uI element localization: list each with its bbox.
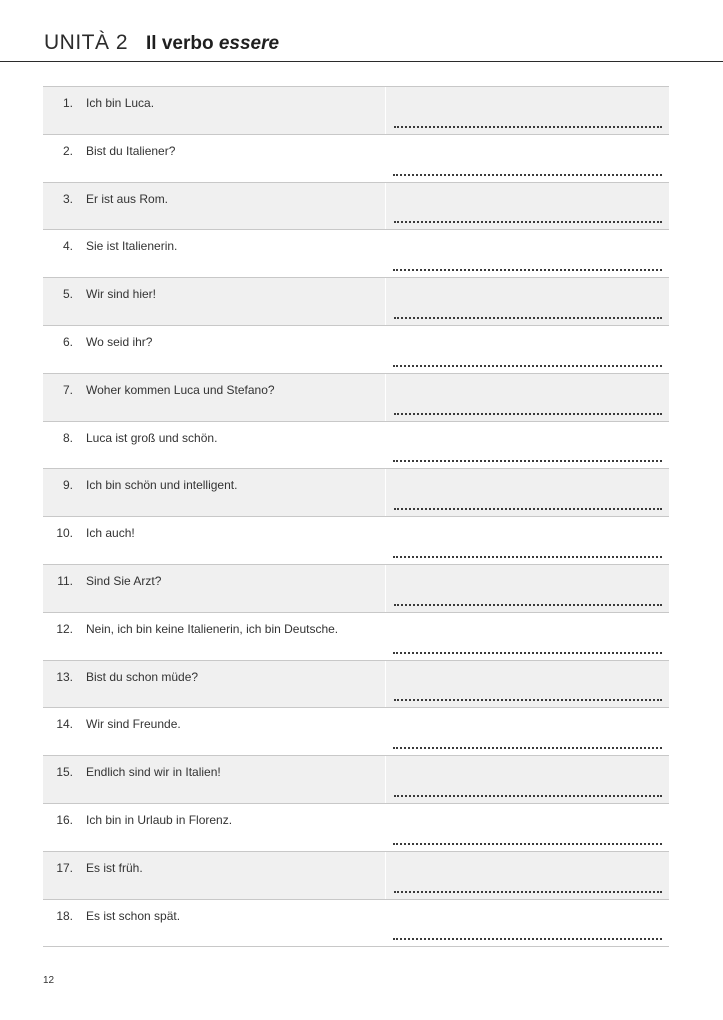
title-italic: essere bbox=[218, 33, 280, 54]
exercise-number: 5. bbox=[62, 287, 73, 302]
answer-field[interactable] bbox=[385, 756, 669, 803]
exercise-sentence: Sind Sie Arzt? bbox=[86, 573, 162, 588]
exercise-sentence: Er ist aus Rom. bbox=[86, 191, 169, 206]
answer-dotted-line bbox=[394, 317, 662, 319]
answer-dotted-line bbox=[393, 460, 662, 462]
answer-field[interactable] bbox=[385, 87, 669, 134]
exercise-number: 8. bbox=[62, 430, 73, 445]
answer-dotted-line bbox=[393, 174, 662, 176]
exercise-row bbox=[43, 708, 669, 756]
exercise-sentence: Ich auch! bbox=[86, 526, 135, 541]
exercise-number: 18. bbox=[56, 908, 73, 923]
answer-field[interactable] bbox=[385, 374, 669, 421]
exercise-row bbox=[43, 278, 669, 326]
exercise-number: 11. bbox=[57, 573, 73, 588]
title-plain: Il verbo bbox=[146, 33, 219, 54]
exercise-row bbox=[43, 661, 669, 709]
exercise-number: 1. bbox=[62, 96, 73, 110]
answer-field[interactable] bbox=[385, 230, 669, 277]
answer-field[interactable] bbox=[385, 469, 669, 516]
exercise-number: 9. bbox=[62, 478, 73, 493]
exercise-number: 15. bbox=[56, 765, 73, 780]
exercise-sentence: Luca ist groß und schön. bbox=[86, 430, 218, 445]
exercise-row bbox=[43, 852, 669, 900]
exercise-sentence: Ich bin schön und intelligent. bbox=[86, 478, 238, 493]
exercise-sentence: Wir sind Freunde. bbox=[86, 717, 181, 732]
answer-dotted-line bbox=[394, 891, 662, 893]
exercise-row bbox=[43, 422, 669, 470]
answer-dotted-line bbox=[394, 413, 662, 415]
answer-dotted-line bbox=[394, 126, 662, 128]
exercise-row bbox=[43, 756, 669, 804]
answer-field[interactable] bbox=[385, 804, 669, 851]
exercise-number: 13. bbox=[56, 669, 73, 684]
answer-dotted-line bbox=[393, 269, 662, 271]
answer-dotted-line bbox=[394, 221, 662, 223]
page-header bbox=[0, 0, 723, 62]
exercise-row bbox=[43, 613, 669, 661]
exercise-row bbox=[43, 374, 669, 422]
exercise-row bbox=[43, 183, 669, 231]
answer-field[interactable] bbox=[385, 326, 669, 373]
exercise-row bbox=[43, 804, 669, 852]
exercise-sentence: Endlich sind wir in Italien! bbox=[86, 765, 221, 780]
answer-field[interactable] bbox=[385, 565, 669, 612]
exercise-sentence: Ich bin in Urlaub in Florenz. bbox=[86, 812, 233, 827]
exercise-sentence: Bist du schon müde? bbox=[86, 669, 199, 684]
exercise-list bbox=[43, 86, 669, 947]
exercise-sentence: Wir sind hier! bbox=[86, 287, 157, 302]
answer-dotted-line bbox=[394, 508, 662, 510]
answer-dotted-line bbox=[394, 604, 662, 606]
answer-field[interactable] bbox=[385, 422, 669, 469]
exercise-number: 17. bbox=[56, 860, 73, 875]
exercise-number: 2. bbox=[62, 143, 73, 158]
answer-field[interactable] bbox=[385, 183, 669, 230]
exercise-row bbox=[43, 565, 669, 613]
exercise-sentence: Bist du Italiener? bbox=[86, 143, 176, 158]
exercise-number: 4. bbox=[62, 239, 73, 254]
answer-dotted-line bbox=[393, 938, 662, 940]
exercise-row bbox=[43, 87, 669, 135]
exercise-row bbox=[43, 469, 669, 517]
answer-dotted-line bbox=[393, 747, 662, 749]
exercise-sentence: Ich bin Luca. bbox=[86, 96, 155, 110]
answer-field[interactable] bbox=[385, 613, 669, 660]
exercise-row bbox=[43, 326, 669, 374]
exercise-row bbox=[43, 230, 669, 278]
exercise-row bbox=[43, 517, 669, 565]
exercise-number: 3. bbox=[62, 191, 73, 206]
exercise-sentence: Sie ist Italienerin. bbox=[86, 239, 178, 254]
exercise-sentence: Woher kommen Luca und Stefano? bbox=[86, 382, 275, 397]
answer-field[interactable] bbox=[385, 852, 669, 899]
answer-dotted-line bbox=[393, 843, 662, 845]
page-title bbox=[146, 33, 279, 55]
answer-field[interactable] bbox=[385, 708, 669, 755]
page-number: 12 bbox=[43, 975, 55, 986]
exercise-number: 6. bbox=[62, 334, 73, 349]
answer-field[interactable] bbox=[385, 278, 669, 325]
answer-dotted-line bbox=[394, 795, 662, 797]
answer-field[interactable] bbox=[385, 661, 669, 708]
exercise-number: 16. bbox=[56, 812, 73, 827]
answer-field[interactable] bbox=[385, 135, 669, 182]
answer-dotted-line bbox=[393, 652, 662, 654]
exercise-sentence: Nein, ich bin keine Italienerin, ich bin Deutsche. bbox=[86, 621, 339, 636]
answer-dotted-line bbox=[393, 556, 662, 558]
exercise-row bbox=[43, 900, 669, 948]
exercise-sentence: Es ist früh. bbox=[86, 860, 143, 875]
unit-label: UNITÀ 2 bbox=[44, 31, 129, 54]
answer-dotted-line bbox=[393, 365, 662, 367]
answer-dotted-line bbox=[394, 699, 662, 701]
exercise-number: 14. bbox=[56, 717, 73, 732]
answer-field[interactable] bbox=[385, 517, 669, 564]
answer-field[interactable] bbox=[385, 900, 669, 947]
exercise-number: 12. bbox=[56, 621, 73, 636]
exercise-sentence: Es ist schon spät. bbox=[86, 908, 181, 923]
exercise-number: 7. bbox=[62, 382, 73, 397]
exercise-sentence: Wo seid ihr? bbox=[86, 334, 153, 349]
exercise-row bbox=[43, 135, 669, 183]
exercise-number: 10. bbox=[56, 526, 73, 541]
